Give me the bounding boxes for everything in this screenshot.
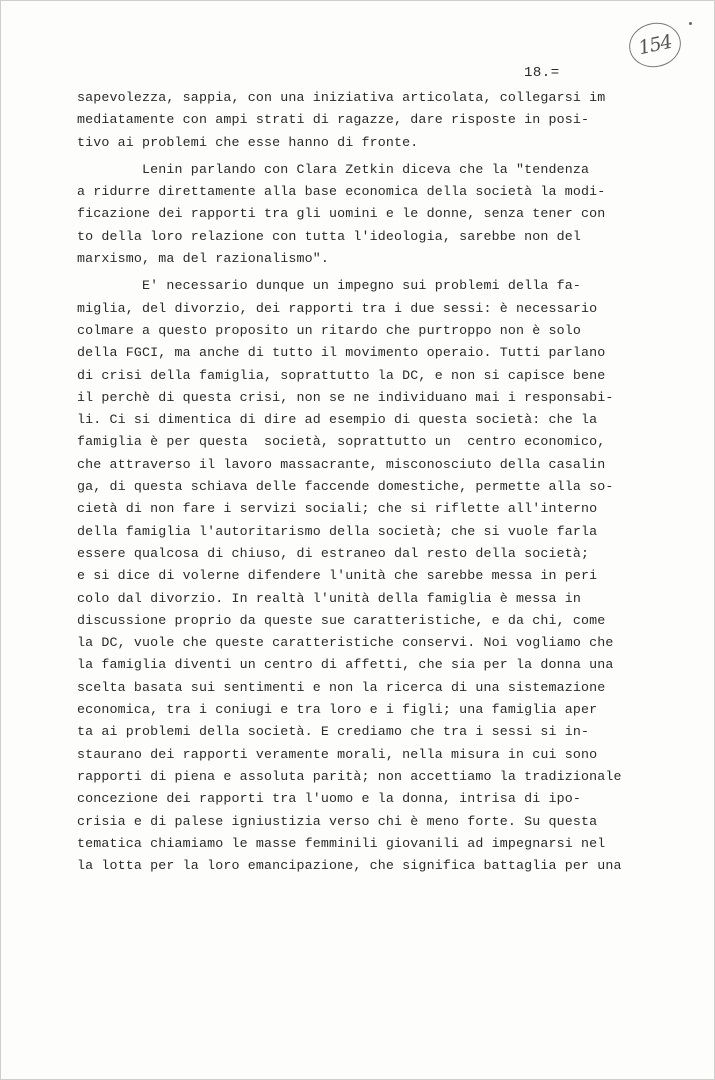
text-line: della FGCI, ma anche di tutto il movimento operaio. Tutti parlano	[77, 345, 606, 361]
text-line: ga, di questa schiava delle faccende domestiche, permette alla so-	[77, 479, 614, 495]
text-line: e si dice di volerne difendere l'unità che sarebbe messa in peri	[77, 568, 598, 584]
paragraph-1	[77, 87, 637, 154]
text-line: della famiglia l'autoritarismo della società; che si vuole farla	[77, 523, 598, 539]
text-line: a ridurre direttamente alla base economica della società la modi-	[77, 184, 606, 200]
ink-dot	[689, 22, 692, 25]
text-line: il perchè di questa crisi, non se ne individuano mai i responsabi-	[77, 389, 614, 405]
text-line: colo dal divorzio. In realtà l'unità della famiglia è messa in	[77, 590, 582, 606]
paragraph-2	[77, 159, 637, 270]
text-line: di crisi della famiglia, soprattutto la DC, e non si capisce bene	[77, 367, 606, 383]
text-line: E' necessario dunque un impegno sui problemi della fa-	[77, 278, 582, 294]
text-line: tivo ai problemi che esse hanno di fronte.	[77, 134, 419, 150]
text-line: cietà di non fare i servizi sociali; che si riflette all'interno	[77, 501, 598, 517]
text-line: Lenin parlando con Clara Zetkin diceva che la "tendenza	[77, 161, 590, 177]
text-line: staurano dei rapporti veramente morali, nella misura in cui sono	[77, 746, 598, 762]
page-number: 18.=	[524, 65, 560, 81]
text-line: che attraverso il lavoro massacrante, misconosciuto della casalin	[77, 456, 606, 472]
paragraph-3	[77, 275, 637, 877]
text-line: economica, tra i coniugi e tra loro e i figli; una famiglia aper	[77, 702, 598, 718]
text-line: concezione dei rapporti tra l'uomo e la donna, intrisa di ipo-	[77, 791, 582, 807]
text-line: scelta basata sui sentimenti e non la ricerca di una sistemazione	[77, 679, 606, 695]
text-line: sapevolezza, sappia, con una iniziativa articolata, collegarsi im	[77, 90, 606, 105]
body-text	[77, 87, 637, 877]
text-line: li. Ci si dimentica di dire ad esempio di questa società: che la	[77, 412, 598, 428]
text-line: mediatamente con ampi strati di ragazze, dare risposte in posi-	[77, 112, 590, 128]
text-line: famiglia è per questa società, soprattutto un centro economico,	[77, 434, 606, 450]
text-line: ficazione dei rapporti tra gli uomini e le donne, senza tener con	[77, 206, 606, 222]
text-line: tematica chiamiamo le masse femminili giovanili ad impegnarsi nel	[77, 835, 606, 851]
text-line: ta ai problemi della società. E crediamo che tra i sessi si in-	[77, 724, 590, 740]
stamp-number: 154	[636, 30, 674, 60]
text-line: la lotta per la loro emancipazione, che significa battaglia per una	[77, 858, 622, 874]
text-line: to della loro relazione con tutta l'ideologia, sarebbe non del	[77, 228, 582, 244]
text-line: essere qualcosa di chiuso, di estraneo dal resto della società;	[77, 545, 590, 561]
text-line: discussione proprio da queste sue caratteristiche, e da chi, come	[77, 612, 606, 628]
text-line: crisia e di palese igniustizia verso chi è meno forte. Su questa	[77, 813, 598, 829]
text-line: rapporti di piena e assoluta parità; non accettiamo la tradizionale	[77, 768, 622, 784]
text-line: la famiglia diventi un centro di affetti, che sia per la donna una	[77, 657, 614, 673]
text-line: colmare a questo proposito un ritardo che purtroppo non è solo	[77, 322, 582, 338]
text-line: miglia, del divorzio, dei rapporti tra i due sessi: è necessario	[77, 300, 598, 316]
text-line: marxismo, ma del razionalismo".	[77, 251, 330, 267]
archive-stamp	[625, 18, 685, 72]
text-line: la DC, vuole che queste caratteristiche conservi. Noi vogliamo che	[77, 635, 614, 651]
